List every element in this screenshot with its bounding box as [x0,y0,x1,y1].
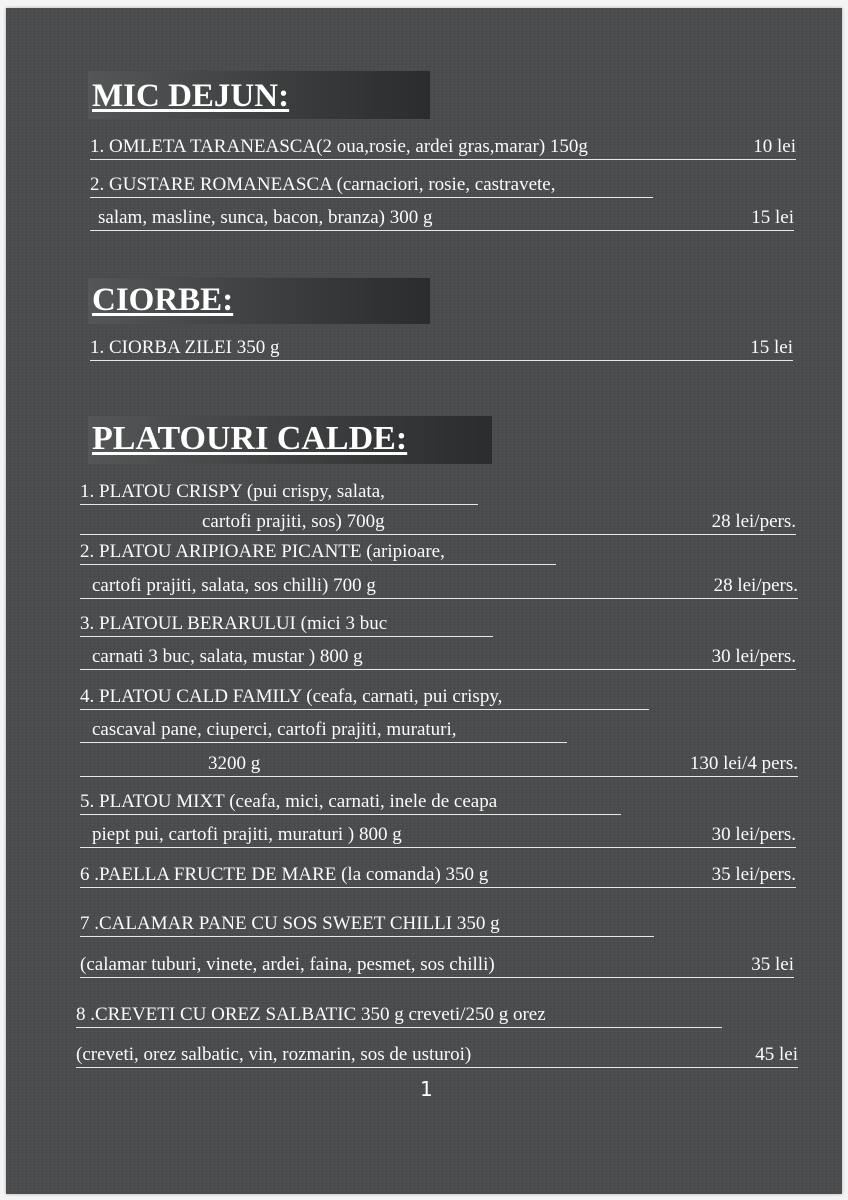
underline [90,159,796,160]
item-text: 6 .PAELLA FRUCTE DE MARE (la comanda) 350 g [80,864,489,885]
item-text: 1. PLATOU CRISPY (pui crispy, salata, [80,481,385,502]
item-text: 7 .CALAMAR PANE CU SOS SWEET CHILLI 350 g [80,913,500,934]
item-price: 30 lei/pers. [711,824,796,845]
underline [80,636,493,637]
item-price: 15 lei [751,207,794,228]
item-text: cascaval pane, ciuperci, cartofi prajiti, muraturi, [92,719,457,740]
item-price: 35 lei/pers. [711,864,796,885]
underline [80,776,798,777]
underline [80,709,649,710]
item-text: (creveti, orez salbatic, vin, rozmarin, sos de usturoi) [76,1044,472,1065]
item-text: (calamar tuburi, vinete, ardei, faina, pesmet, sos chilli) [80,954,495,975]
item-text: 1. OMLETA TARANEASCA(2 oua,rosie, ardei gras,marar) 150g [90,136,588,157]
underline [80,814,621,815]
item-price: 15 lei [750,337,793,358]
underline [76,1027,722,1028]
section-title-platouri-calde: PLATOURI CALDE: [92,420,408,457]
underline [90,230,794,231]
item-text: 2. GUSTARE ROMANEASCA (carnaciori, rosie, castravete, [90,174,556,195]
underline [80,847,796,848]
underline [80,977,794,978]
underline [80,669,796,670]
item-text: 8 .CREVETI CU OREZ SALBATIC 350 g creveti/250 g orez [76,1004,546,1025]
item-text: 1. CIORBA ZILEI 350 g [90,337,280,358]
item-text: piept pui, cartofi prajiti, muraturi ) 800 g [92,824,402,845]
underline [80,887,796,888]
section-title-ciorbe: CIORBE: [92,282,234,318]
item-price: 45 lei [755,1044,798,1065]
item-text: 3. PLATOUL BERARULUI (mici 3 buc [80,613,388,634]
underline [90,197,653,198]
item-price: 28 lei/pers. [713,575,798,596]
item-text: salam, masline, sunca, bacon, branza) 300 g [98,207,433,228]
item-text: 5. PLATOU MIXT (ceafa, mici, carnati, inele de ceapa [80,791,498,812]
underline [80,598,798,599]
underline [80,564,556,565]
item-text: cartofi prajiti, salata, sos chilli) 700 g [92,575,376,596]
underline [80,534,796,535]
item-text: 4. PLATOU CALD FAMILY (ceafa, carnati, pui crispy, [80,686,503,707]
underline [80,742,567,743]
item-text: cartofi prajiti, sos) 700g [202,511,385,532]
item-price: 10 lei [753,136,796,157]
item-price: 35 lei [751,954,794,975]
underline [80,504,478,505]
item-text: 3200 g [208,753,261,774]
underline [90,360,793,361]
item-price: 28 lei/pers. [711,511,796,532]
page-number: 1 [420,1077,433,1101]
item-text: carnati 3 buc, salata, mustar ) 800 g [92,646,363,667]
section-title-mic-dejun: MIC DEJUN: [92,78,290,114]
item-price: 30 lei/pers. [711,646,796,667]
underline [80,936,654,937]
item-price: 130 lei/4 pers. [689,753,798,774]
item-text: 2. PLATOU ARIPIOARE PICANTE (aripioare, [80,541,445,562]
underline [76,1067,798,1068]
menu-page [6,8,842,1194]
